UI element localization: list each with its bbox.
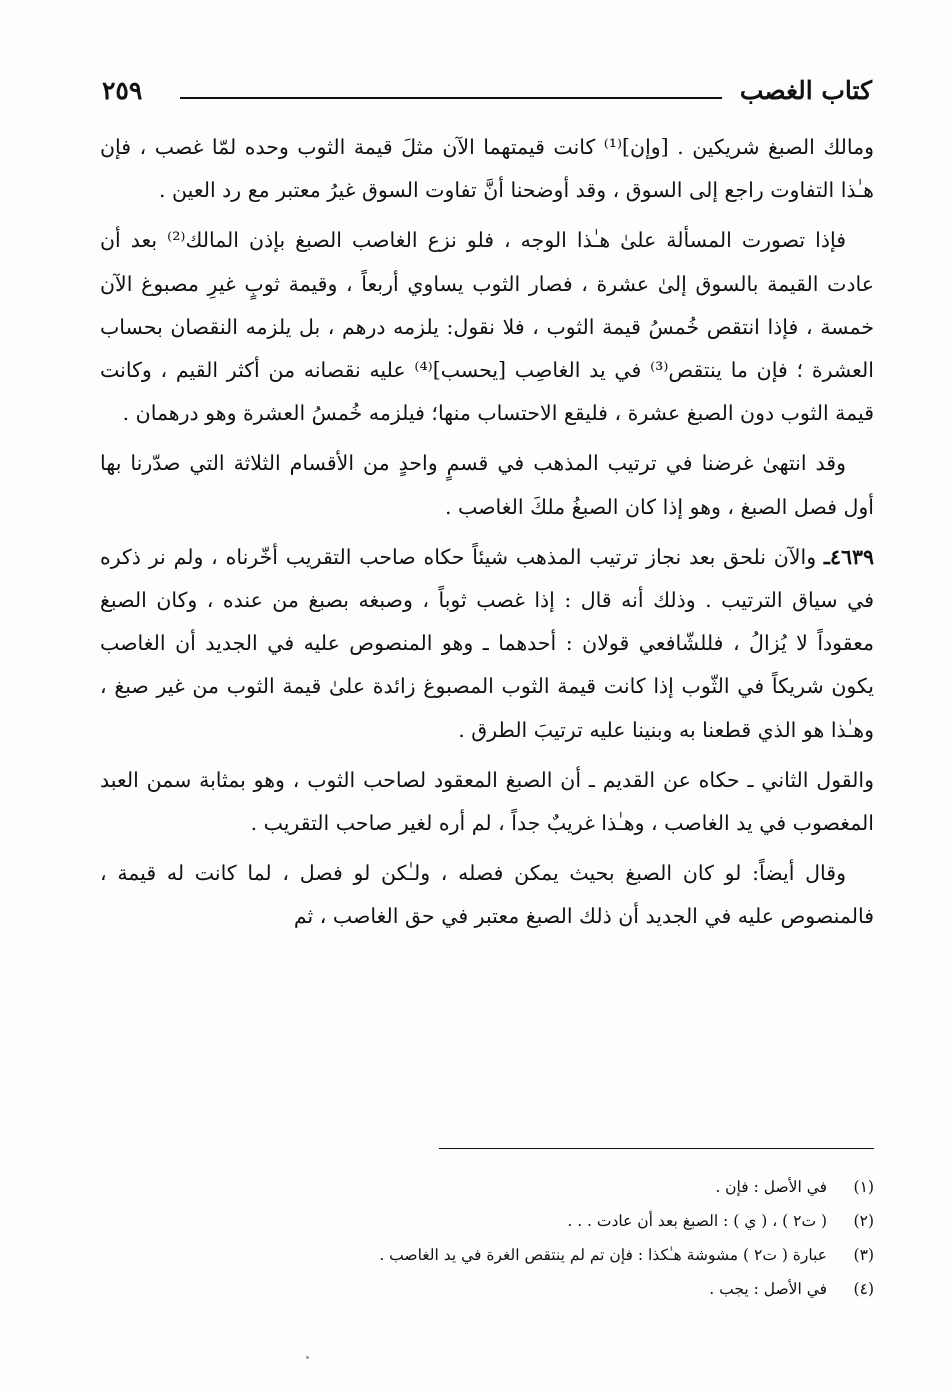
footnote-separator	[439, 1148, 874, 1149]
footnote: (١) في الأصل : فإن .	[715, 1178, 874, 1196]
page-number: ٢٥٩	[102, 76, 143, 105]
paragraph: والقول الثاني ـ حكاه عن القديم ـ أن الصبغ المعقود لصاحب الثوب ، وهو بمثابة سمن العبد المغصوب في يد الغاصب ، وهـٰذا غريبٌ جداً ، لم أره لغير صاحب التقريب .	[100, 767, 875, 836]
chapter-title: كتاب الغصب	[739, 76, 872, 105]
footnote: (٢) ( ت٢ ) ، ( ي ) : الصبغ بعد أن عادت . . .	[567, 1212, 874, 1230]
header-rule	[180, 97, 722, 99]
footnotes	[300, 1170, 874, 1306]
paragraph: وقال أيضاً: لو كان الصبغ بحيث يمكن فصله ، ولـٰكن لو فصل ، لما كانت له قيمة ، فالمنصوص عليه في الجديد أن ذلك الصبغ معتبر في حق الغاصب ، ثم	[100, 861, 874, 929]
numbered-paragraph: ٤٦٣٩ـ والآن نلحق بعد نجاز ترتيب المذهب شيئاً حكاه صاحب التقريب أخّرناه ، ولم نر ذكره في سياق الترتيب . وذلك أنه قال : إذا غصب ثوباً ، وصبغه بصبغ من عنده ، وكان الصبغ معقوداً لا يُزالُ ، فللشّافعي قولان : أحدهما ـ وهو المنصوص عليه في الجديد أن الغاصب يكون شريكاً في الثّوب إذا كانت قيمة الثوب المصبوغ زائدة علىٰ قيمة الثوب من غير صبغ ، وهـٰذا هو الذي قطعنا به وبنينا عليه ترتيبَ الطرق .	[100, 544, 874, 742]
paragraph: ومالك الصبغ شريكين . [وإن]⁽¹⁾ كانت قيمتهما الآن مثلَ قيمة الثوب وحده لمّا غصب ، فإن هـٰذا التفاوت راجع إلى السوق ، وقد أوضحنا أنَّ تفاوت السوق غيرُ معتبر مع رد العين .	[100, 135, 874, 203]
scan-speck	[306, 1356, 309, 1359]
footnote: (٤) في الأصل : يجب .	[709, 1280, 874, 1298]
paragraph: فإذا تصورت المسألة علىٰ هـٰذا الوجه ، فلو نزع الغاصب الصبغ بإذن المالك⁽²⁾ بعد أن عادت القيمة بالسوق إلىٰ عشرة ، فصار الثوب يساوي أربعاً ، وقيمة ثوبٍ غيرِ مصبوغ الآن خمسة ، فإذا انتقص خُمسُ قيمة الثوب ، فلا نقول: يلزمه درهم ، بل يلزمه النقصان بحساب العشرة ؛ فإن ما ينتقص⁽³⁾ في يد الغاصِب [يحسب]⁽⁴⁾ عليه نقصانه من أكثر القيم ، وكانت قيمة الثوب دون الصبغ عشرة ، فليقع الاحتساب منها؛ فيلزمه خُمسُ العشرة وهو درهمان .	[100, 228, 875, 426]
paragraph-number: ٤٦٣٩ـ	[823, 544, 874, 569]
main-text	[100, 126, 874, 946]
footnote: (٣) عبارة ( ت٢ ) مشوشة هـٰكذا : فإن تم لم ينتقص الغرة في يد الغاصب .	[379, 1246, 874, 1264]
paragraph: وقد انتهىٰ غرضنا في ترتيب المذهب في قسمٍ واحدٍ من الأقسام الثلاثة التي صدّرنا بها أول فصل الصبغ ، وهو إذا كان الصبغُ ملكَ الغاصب .	[100, 451, 874, 519]
running-header	[102, 76, 872, 116]
